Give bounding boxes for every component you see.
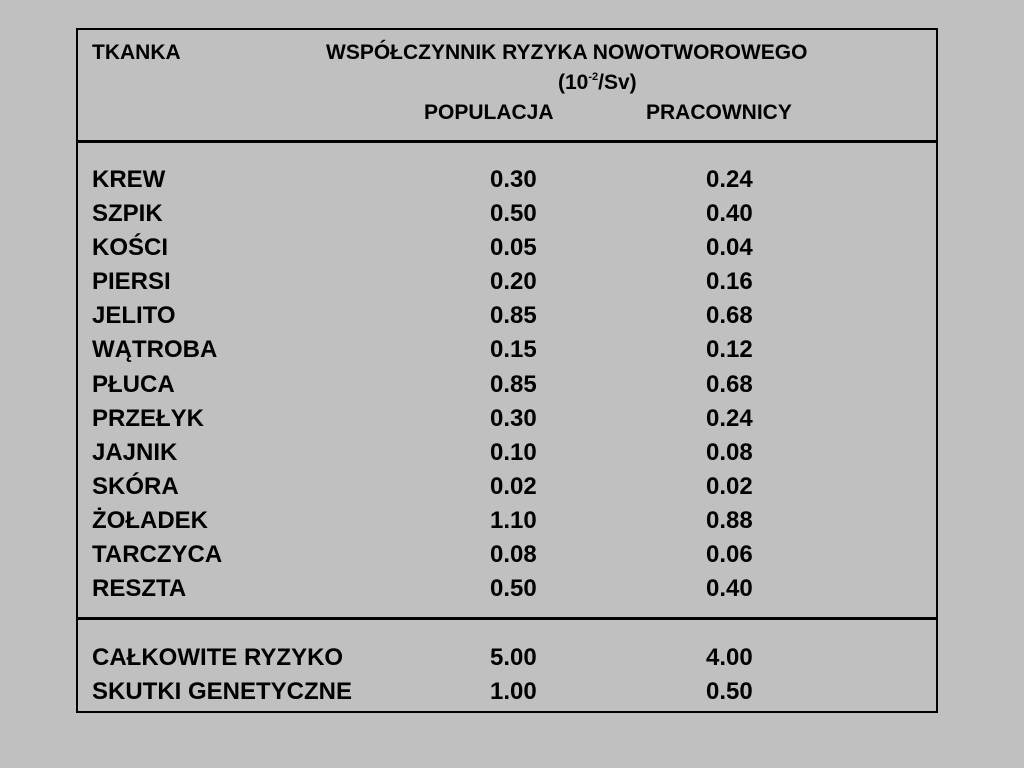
tissue-name: WĄTROBA — [92, 336, 218, 364]
tissue-name: JAJNIK — [92, 438, 178, 466]
summary-label: SKUTKI GENETYCZNE — [92, 678, 353, 706]
unit-suffix: /Sv) — [598, 71, 637, 94]
population-value: 0.10 — [490, 438, 537, 466]
workers-value: 0.06 — [706, 541, 753, 569]
table-row — [78, 543, 936, 577]
population-value: 0.85 — [490, 302, 537, 330]
unit-prefix: (10 — [558, 71, 589, 94]
table-row — [78, 506, 936, 543]
table-row — [78, 304, 936, 338]
workers-value: 0.40 — [706, 575, 753, 603]
workers-value: 0.24 — [706, 166, 753, 193]
population-value: 5.00 — [490, 644, 537, 671]
tissue-name: JELITO — [92, 302, 176, 330]
population-value: 0.50 — [490, 575, 537, 603]
summary-divider — [78, 617, 936, 620]
workers-value: 0.68 — [706, 370, 753, 398]
population-value: 1.00 — [490, 678, 537, 706]
summary-row — [78, 646, 936, 680]
risk-coefficient-table — [76, 28, 938, 713]
tissue-name: KOŚCI — [92, 234, 169, 262]
population-value: 0.02 — [490, 472, 537, 500]
tissue-name: KREW — [92, 166, 166, 193]
population-value: 0.50 — [490, 200, 537, 228]
tissue-name: PIERSI — [92, 268, 171, 296]
table-row — [78, 168, 936, 202]
tissue-name: RESZTA — [92, 575, 187, 603]
workers-value: 0.12 — [706, 336, 753, 364]
population-value: 0.05 — [490, 234, 537, 262]
tissue-name: ŻOŁADEK — [92, 506, 208, 534]
workers-value: 0.88 — [706, 506, 753, 534]
population-value: 0.30 — [490, 404, 537, 432]
table-row — [78, 202, 936, 236]
population-value: 0.08 — [490, 541, 537, 569]
table-row — [78, 404, 936, 441]
population-value: 0.30 — [490, 166, 537, 193]
population-value: 0.85 — [490, 370, 537, 398]
workers-value: 0.02 — [706, 472, 753, 500]
tissue-name: SZPIK — [92, 200, 163, 228]
table-row — [78, 370, 936, 407]
workers-value: 0.08 — [706, 438, 753, 466]
table-row — [78, 472, 936, 509]
column-header-tissue: TKANKA — [92, 41, 181, 64]
workers-value: 4.00 — [706, 644, 753, 671]
workers-value: 0.16 — [706, 268, 753, 296]
workers-value: 0.68 — [706, 302, 753, 330]
workers-value: 0.04 — [706, 234, 753, 262]
tissue-name: PRZEŁYK — [92, 404, 205, 432]
table-row — [78, 338, 936, 372]
summary-row — [78, 680, 936, 714]
table-row — [78, 438, 936, 475]
tissue-name: SKÓRA — [92, 472, 179, 500]
unit-label — [558, 72, 637, 93]
summary-label: CAŁKOWITE RYZYKO — [92, 644, 344, 671]
table-row — [78, 236, 936, 270]
population-value: 1.10 — [490, 506, 537, 534]
unit-exponent: -2 — [588, 71, 599, 83]
summary-rows — [78, 646, 936, 714]
workers-value: 0.50 — [706, 678, 753, 706]
header-divider — [78, 140, 936, 143]
tissue-name: PŁUCA — [92, 370, 175, 398]
workers-value: 0.40 — [706, 200, 753, 228]
population-value: 0.20 — [490, 268, 537, 296]
tissue-rows — [78, 168, 936, 611]
workers-value: 0.24 — [706, 404, 753, 432]
table-row — [78, 577, 936, 611]
table-row — [78, 270, 936, 304]
column-header-workers: PRACOWNICY — [646, 101, 792, 124]
table-title: WSPÓŁCZYNNIK RYZYKA NOWOTWOROWEGO — [326, 41, 808, 64]
population-value: 0.15 — [490, 336, 537, 364]
tissue-name: TARCZYCA — [92, 541, 223, 569]
column-header-population: POPULACJA — [424, 101, 554, 124]
